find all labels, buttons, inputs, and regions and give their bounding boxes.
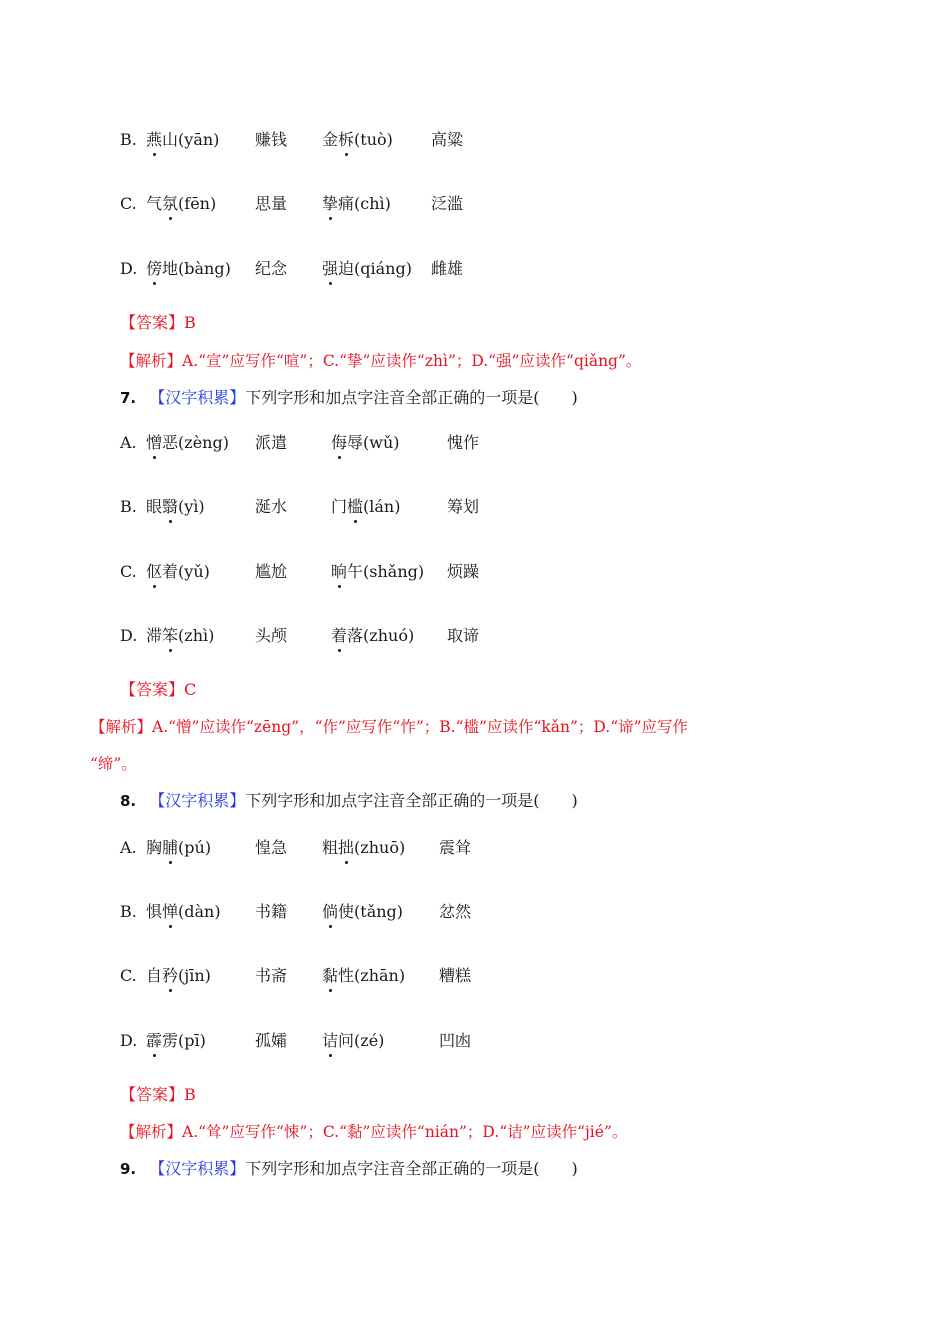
option-word-4: 高粱 (431, 130, 464, 149)
dotted-char: 氛 (162, 194, 179, 213)
option-word-4: 烦躁 (447, 562, 480, 581)
option-word-4: 凹凼 (439, 1031, 472, 1050)
dotted-char: 拙 (338, 838, 355, 857)
dotted-char: 笨 (162, 626, 179, 645)
option-word-1: 伛着(yǔ) (146, 562, 210, 581)
dotted-char: 侮 (331, 433, 348, 452)
option-word-1: 气氛(fēn) (146, 194, 217, 213)
option-word-3: 门槛(lán) (331, 497, 401, 516)
option-letter: C. (120, 562, 137, 581)
option-word-3: 着落(zhuó) (331, 626, 415, 645)
option-letter: D. (120, 626, 138, 645)
option-word-3: 侮辱(wǔ) (331, 433, 400, 452)
dotted-char: 傍 (146, 259, 163, 278)
option-word-1: 自矜(jīn) (146, 966, 211, 985)
q6-answer: 【答案】B (120, 313, 196, 332)
dotted-char: 憎 (146, 433, 163, 452)
dotted-char: 霹 (146, 1031, 163, 1050)
option-word-1: 滞笨(zhì) (146, 626, 215, 645)
option-word-2: 尴尬 (255, 562, 288, 581)
option-word-3: 晌午(shǎng) (331, 562, 425, 581)
option-word-1: 憎恶(zèng) (146, 433, 229, 452)
dotted-char: 槛 (347, 497, 364, 516)
option-word-3: 诘问(zé) (322, 1031, 385, 1050)
q7-answer: 【答案】C (120, 680, 197, 699)
category-tag: 【汉字积累】 (149, 791, 246, 810)
option-word-1: 燕山(yān) (146, 130, 220, 149)
dotted-char: 柝 (338, 130, 355, 149)
option-letter: B. (120, 497, 137, 516)
option-word-3: 黏性(zhān) (322, 966, 406, 985)
q7-analysis-line-2: “缔”。 (90, 755, 137, 773)
dotted-char: 晌 (331, 562, 348, 581)
option-word-2: 头颅 (255, 626, 288, 645)
option-letter: A. (120, 433, 137, 452)
option-letter: A. (120, 838, 137, 857)
option-word-2: 孤孀 (255, 1031, 288, 1050)
option-letter: D. (120, 1031, 138, 1050)
dotted-char: 黏 (322, 966, 339, 985)
option-word-4: 震耸 (439, 838, 472, 857)
q6-analysis: 【解析】A.“宣”应写作“喧”；C.“挚”应读作“zhì”；D.“强”应读作“qiǎng”。 (120, 352, 642, 370)
q8-analysis: 【解析】A.“耸”应写作“悚”；C.“黏”应读作“nián”；D.“诘”应读作“jié”。 (120, 1123, 628, 1141)
dotted-char: 伛 (146, 562, 163, 581)
dotted-char: 矜 (162, 966, 179, 985)
option-word-4: 愧作 (447, 433, 480, 452)
option-word-1: 霹雳(pī) (146, 1031, 206, 1050)
option-word-4: 泛滥 (431, 194, 464, 213)
option-word-3: 倘使(tǎng) (322, 902, 404, 921)
dotted-char: 强 (322, 259, 339, 278)
option-word-2: 书斋 (255, 966, 288, 985)
option-word-2: 书籍 (255, 902, 288, 921)
option-word-2: 赚钱 (255, 130, 288, 149)
option-word-4: 忿然 (439, 902, 472, 921)
option-word-3: 挚痛(chì) (322, 194, 391, 213)
option-letter: B. (120, 130, 137, 149)
option-letter: D. (120, 259, 138, 278)
q7-stem: 7. 【汉字积累】下列字形和加点字注音全部正确的一项是( ) (120, 388, 578, 407)
option-word-2: 惶急 (255, 838, 288, 857)
dotted-char: 惮 (162, 902, 179, 921)
option-word-2: 纪念 (255, 259, 288, 278)
option-word-1: 傍地(bàng) (146, 259, 231, 278)
option-letter: B. (120, 902, 137, 921)
dotted-char: 诘 (322, 1031, 339, 1050)
dotted-char: 翳 (162, 497, 179, 516)
option-letter: C. (120, 966, 137, 985)
category-tag: 【汉字积累】 (149, 388, 246, 407)
option-word-2: 涎水 (255, 497, 288, 516)
option-word-4: 取谛 (447, 626, 480, 645)
option-word-1: 眼翳(yì) (146, 497, 205, 516)
dotted-char: 倘 (322, 902, 339, 921)
option-word-1: 胸脯(pú) (146, 838, 212, 857)
q9-stem: 9. 【汉字积累】下列字形和加点字注音全部正确的一项是( ) (120, 1159, 578, 1178)
dotted-char: 着 (331, 626, 348, 645)
q7-analysis-line-1: 【解析】A.“憎”应读作“zēng”，“作”应写作“怍”；B.“槛”应读作“kǎn”；D.“谛”应写作 (90, 718, 689, 736)
option-word-2: 思量 (255, 194, 288, 213)
option-word-1: 惧惮(dàn) (146, 902, 221, 921)
dotted-char: 脯 (162, 838, 179, 857)
option-word-4: 筹划 (447, 497, 480, 516)
category-tag: 【汉字积累】 (149, 1159, 246, 1178)
dotted-char: 挚 (322, 194, 339, 213)
dotted-char: 燕 (146, 130, 163, 149)
option-word-3: 强迫(qiáng) (322, 259, 412, 278)
option-letter: C. (120, 194, 137, 213)
q8-answer: 【答案】B (120, 1085, 196, 1104)
option-word-4: 雌雄 (431, 259, 464, 278)
option-word-3: 金柝(tuò) (322, 130, 393, 149)
option-word-4: 糟糕 (439, 966, 472, 985)
option-word-3: 粗拙(zhuō) (322, 838, 406, 857)
option-word-2: 派遣 (255, 433, 288, 452)
q8-stem: 8. 【汉字积累】下列字形和加点字注音全部正确的一项是( ) (120, 791, 578, 810)
